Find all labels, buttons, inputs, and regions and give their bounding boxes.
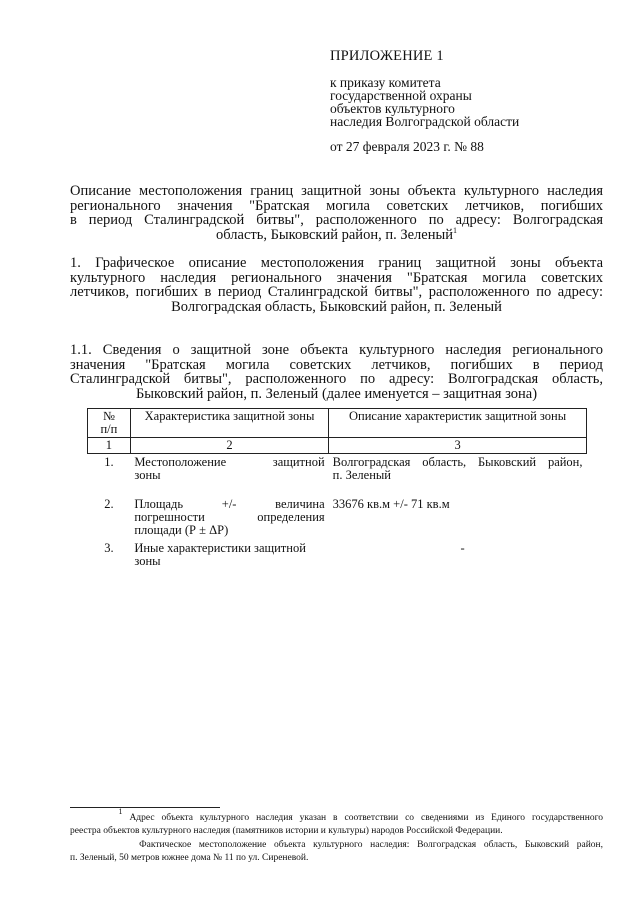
document-title-line: в период Сталинградской битвы", расположенного по адресу: Волгоградская <box>70 212 603 228</box>
footnote-line: п. Зеленый, 50 метров южнее дома № 11 по ул. Сиреневой. <box>70 852 309 863</box>
row-description-line: 33676 кв.м +/- 71 кв.м <box>332 497 450 511</box>
row-description-line: Волгоградская область, Быковский район, <box>332 455 583 469</box>
section-1-line: 1. Графическое описание местоположения границ защитной зоны объекта <box>70 255 603 271</box>
table-row <box>88 538 587 569</box>
order-reference <box>330 76 519 128</box>
document-title-line <box>70 225 603 243</box>
row-description-line: п. Зеленый <box>332 468 391 482</box>
row-characteristic-line: Местоположение защитной <box>134 455 325 469</box>
order-reference-line: наследия Волгоградской области <box>330 114 520 129</box>
footnote-line <box>70 807 604 825</box>
section-1-1-line: Быковский район, п. Зеленый (далее именуется – защитная зона) <box>135 385 538 402</box>
section-1-line: культурного наследия регионального значения "Братская могила советских <box>70 269 603 286</box>
row-description <box>329 454 587 484</box>
table-header-row <box>88 409 587 438</box>
section-1-1-line: Сталинградской битвы", расположенного по адресу: Волгоградская область, <box>70 371 603 387</box>
order-reference-line: к приказу комитета <box>330 75 441 90</box>
row-description <box>329 538 587 569</box>
protective-zone-table <box>87 408 587 569</box>
row-description <box>329 483 587 538</box>
row-number: 1. <box>104 455 114 469</box>
order-reference-line: объектов культурного <box>330 101 455 116</box>
document-title-line: Описание местоположения границ защитной зоны объекта культурного наследия <box>70 183 603 199</box>
row-characteristic <box>130 483 328 538</box>
appendix-title: ПРИЛОЖЕНИЕ 1 <box>330 48 444 64</box>
footnote-text: Адрес объекта культурного наследия указан в соответствии со сведениями из Единого государственного <box>129 813 604 823</box>
table-row <box>88 483 587 538</box>
section-1-line: Волгоградская область, Быковский район, п. Зеленый <box>171 298 502 315</box>
document-title <box>70 184 603 242</box>
footnote-2 <box>70 839 603 864</box>
footnote-mark: 1 <box>118 807 123 816</box>
row-characteristic-line: Площадь +/- величина <box>134 497 325 511</box>
footnote-ref[interactable]: 1 <box>452 225 457 235</box>
header-number-line: п/п <box>100 422 118 436</box>
row-characteristic-line: площади (Р ± ΔР) <box>134 523 229 537</box>
footnote-line: реестра объектов культурного наследия (памятников истории и культуры) народов Российской Федерации. <box>70 825 503 836</box>
row-characteristic-line: зоны <box>134 468 161 482</box>
section-1-1-line: 1.1. Сведения о защитной зоне объекта культурного наследия регионального <box>70 342 603 358</box>
row-description-line: - <box>460 541 465 555</box>
footnote-line <box>70 839 603 852</box>
footnote-1 <box>70 807 604 837</box>
section-1-1-heading <box>70 343 603 401</box>
column-number: 2 <box>130 438 328 454</box>
header-cell-description: Описание характеристик защитной зоны <box>329 409 587 438</box>
column-number-row <box>88 438 587 454</box>
table-row <box>88 454 587 484</box>
row-characteristic <box>130 538 328 569</box>
header-cell-number <box>88 409 131 438</box>
column-number: 3 <box>329 438 587 454</box>
column-number: 1 <box>88 438 131 454</box>
row-number: 2. <box>104 497 114 511</box>
order-reference-line: государственной охраны <box>330 88 472 103</box>
row-number: 3. <box>104 541 114 555</box>
row-characteristic-line: Иные характеристики защитной <box>134 541 306 555</box>
header-number-line: № <box>102 409 115 423</box>
footnote-text: Фактическое местоположение объекта культурного наследия: Волгоградская область, Быковский район, <box>139 840 604 850</box>
document-title-text: область, Быковский район, п. Зеленый <box>216 226 453 243</box>
footnote-divider <box>70 807 220 808</box>
order-date: от 27 февраля 2023 г. № 88 <box>330 139 484 154</box>
row-characteristic-line: погрешности определения <box>134 510 325 524</box>
header-cell-characteristic: Характеристика защитной зоны <box>130 409 328 438</box>
section-1-heading <box>70 256 603 314</box>
document-title-line: регионального значения "Братская могила советских летчиков, погибших <box>70 197 603 214</box>
row-characteristic-line: зоны <box>134 554 161 568</box>
row-characteristic <box>130 454 328 484</box>
section-1-line: летчиков, погибших в период Сталинградской битвы", расположенного по адресу: <box>70 284 603 300</box>
section-1-1-line: значения "Братская могила советских летчиков, погибших в период <box>70 356 603 373</box>
